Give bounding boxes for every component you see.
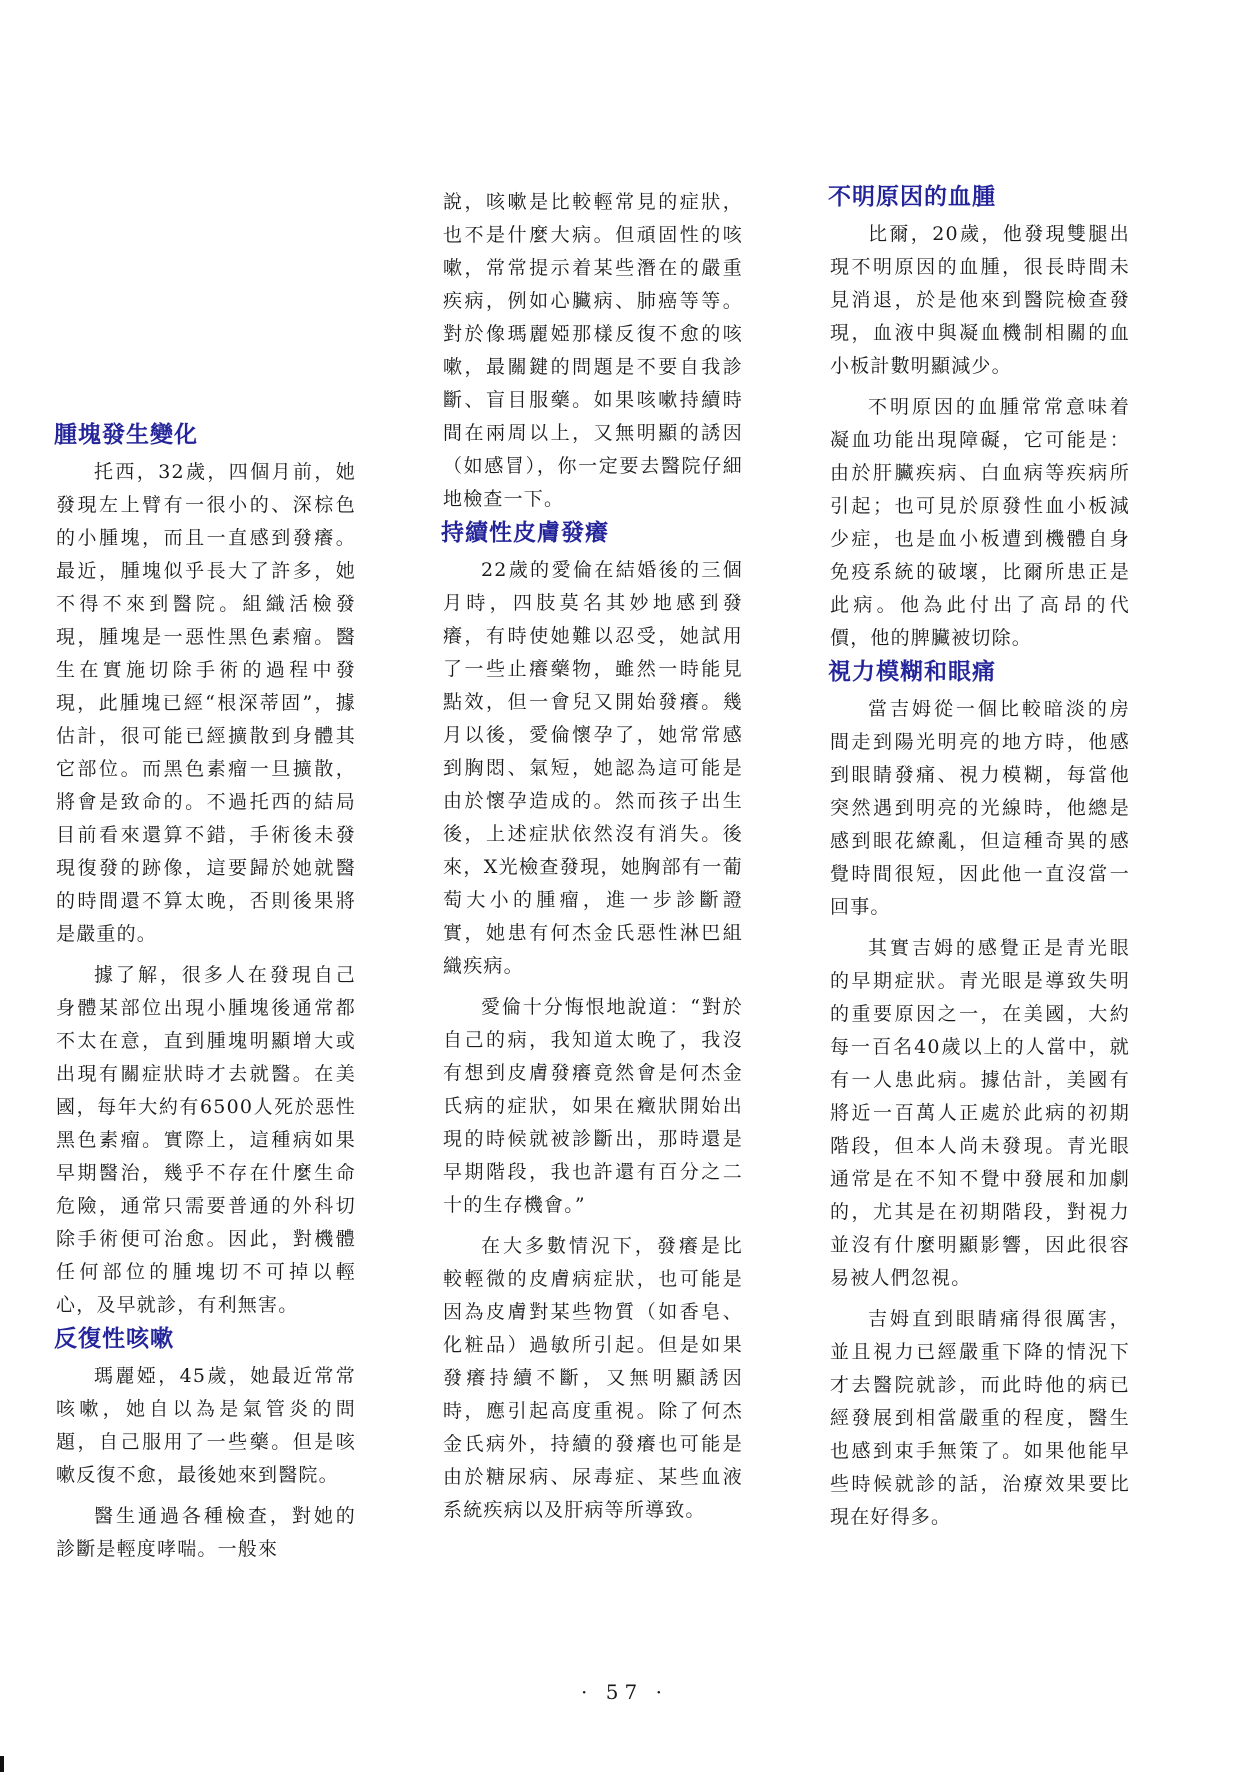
paragraph: 當吉姆從一個比較暗淡的房間走到陽光明亮的地方時，他感到眼睛發痛、視力模糊，每當他突然遇到明亮的光線時，他總是感到眼花繚亂，但這種奇異的感覺時間很短，因此他一直沒當一回事。: [830, 698, 1130, 918]
paragraph: 其實吉姆的感覺正是青光眼的早期症狀。青光眼是導致失明的重要原因之一，在美國，大約每一百名40歲以上的人當中，就有一人患此病。據估計，美國有將近一百萬人正處於此病的初期階段，但本人尚未發現。青光眼通常是在不知不覺中發展和加劇的，尤其是在初期階段，對視力並沒有什麼明顯影響，因此很容易被人們忽視。: [830, 937, 1130, 1289]
column-3: [830, 180, 1130, 1534]
column-1: [56, 418, 356, 1566]
paragraph-continued: 說，咳嗽是比較輕常見的症狀，也不是什麼大病。但頑固性的咳嗽，常常提示着某些潛在的嚴重疾病，例如心臟病、肺癌等等。對於像瑪麗婭那樣反復不愈的咳嗽，最關鍵的問題是不要自我診斷、盲目服藥。如果咳嗽持續時間在兩周以上，又無明顯的誘因（如感冒），你一定要去醫院仔細地檢查一下。: [443, 191, 743, 510]
section-heading: 腫塊發生變化: [54, 422, 198, 448]
column-2: [443, 186, 743, 1527]
paragraph: 愛倫十分悔恨地說道：“對於自己的病，我知道太晚了，我沒有想到皮膚發癢竟然會是何杰金氏病的症狀，如果在癥狀開始出現的時候就被診斷出，那時還是早期階段，我也許還有百分之二十的生存機會。”: [443, 996, 743, 1216]
paragraph: 22歲的愛倫在結婚後的三個月時，四肢莫名其妙地感到發癢，有時使她難以忍受，她試用了一些止癢藥物，雖然一時能見點效，但一會兒又開始發癢。幾月以後，愛倫懷孕了，她常常感到胸悶、氣短，她認為這可能是由於懷孕造成的。然而孩子出生後，上述症狀依然沒有消失。後來，X光檢查發現，她胸部有一葡萄大小的腫瘤，進一步診斷證實，她患有何杰金氏惡性淋巴組織疾病。: [443, 559, 743, 977]
paragraph: 托西，32歲，四個月前，她發現左上臂有一很小的、深棕色的小腫塊，而且一直感到發癢。最近，腫塊似乎長大了許多，她不得不來到醫院。組織活檢發現，腫塊是一惡性黑色素瘤。醫生在實施切除手術的過程中發現，此腫塊已經“根深蒂固”，據估計，很可能已經擴散到身體其它部位。而黑色素瘤一旦擴散，將會是致命的。不過托西的結局目前看來還算不錯，手術後未發現復發的跡像，這要歸於她就醫的時間還不算太晚，否則後果將是嚴重的。: [56, 461, 356, 945]
paragraph: 吉姆直到眼睛痛得很厲害，並且視力已經嚴重下降的情況下才去醫院就診，而此時他的病已經發展到相當嚴重的程度，醫生也感到束手無策了。如果他能早些時候就診的話，治療效果要比現在好得多。: [830, 1308, 1130, 1528]
paragraph: 據了解，很多人在發現自己身體某部位出現小腫塊後通常都不太在意，直到腫塊明顯增大或出現有關症狀時才去就醫。在美國，每年大約有6500人死於惡性黑色素瘤。實際上，這種病如果早期醫治，幾乎不存在什麼生命危險，通常只需要普通的外科切除手術便可治愈。因此，對機體任何部位的腫塊切不可掉以輕心，及早就診，有利無害。: [56, 964, 356, 1316]
paragraph: 醫生通過各種檢查，對她的診斷是輕度哮喘。一般來: [56, 1505, 356, 1560]
paragraph: 比爾，20歲，他發現雙腿出現不明原因的血腫，很長時間未見消退，於是他來到醫院檢查發現，血液中與凝血機制相關的血小板計數明顯減少。: [830, 223, 1130, 377]
section-heading: 視力模糊和眼痛: [828, 659, 996, 685]
section-heading: 反復性咳嗽: [54, 1326, 174, 1352]
page-number: · 57 ·: [581, 1680, 668, 1704]
paragraph: 瑪麗婭，45歲，她最近常常咳嗽，她自以為是氣管炎的問題，自己服用了一些藥。但是咳嗽反復不愈，最後她來到醫院。: [56, 1365, 356, 1486]
paragraph: 在大多數情況下，發癢是比較輕微的皮膚病症狀，也可能是因為皮膚對某些物質（如香皂、化粧品）過敏所引起。但是如果發癢持續不斷，又無明顯誘因時，應引起高度重視。除了何杰金氏病外，持續的發癢也可能是由於糖尿病、尿毒症、某些血液系統疾病以及肝病等所導致。: [443, 1235, 743, 1521]
paragraph: 不明原因的血腫常常意味着凝血功能出現障礙，它可能是：由於肝臟疾病、白血病等疾病所引起；也可見於原發性血小板減少症，也是血小板遭到機體自身免疫系統的破壞，比爾所患正是此病。他為此付出了高昂的代價，他的脾臟被切除。: [830, 396, 1130, 649]
section-heading: 不明原因的血腫: [828, 184, 996, 210]
section-heading: 持續性皮膚發癢: [441, 520, 609, 546]
scan-mark: [0, 1756, 4, 1772]
